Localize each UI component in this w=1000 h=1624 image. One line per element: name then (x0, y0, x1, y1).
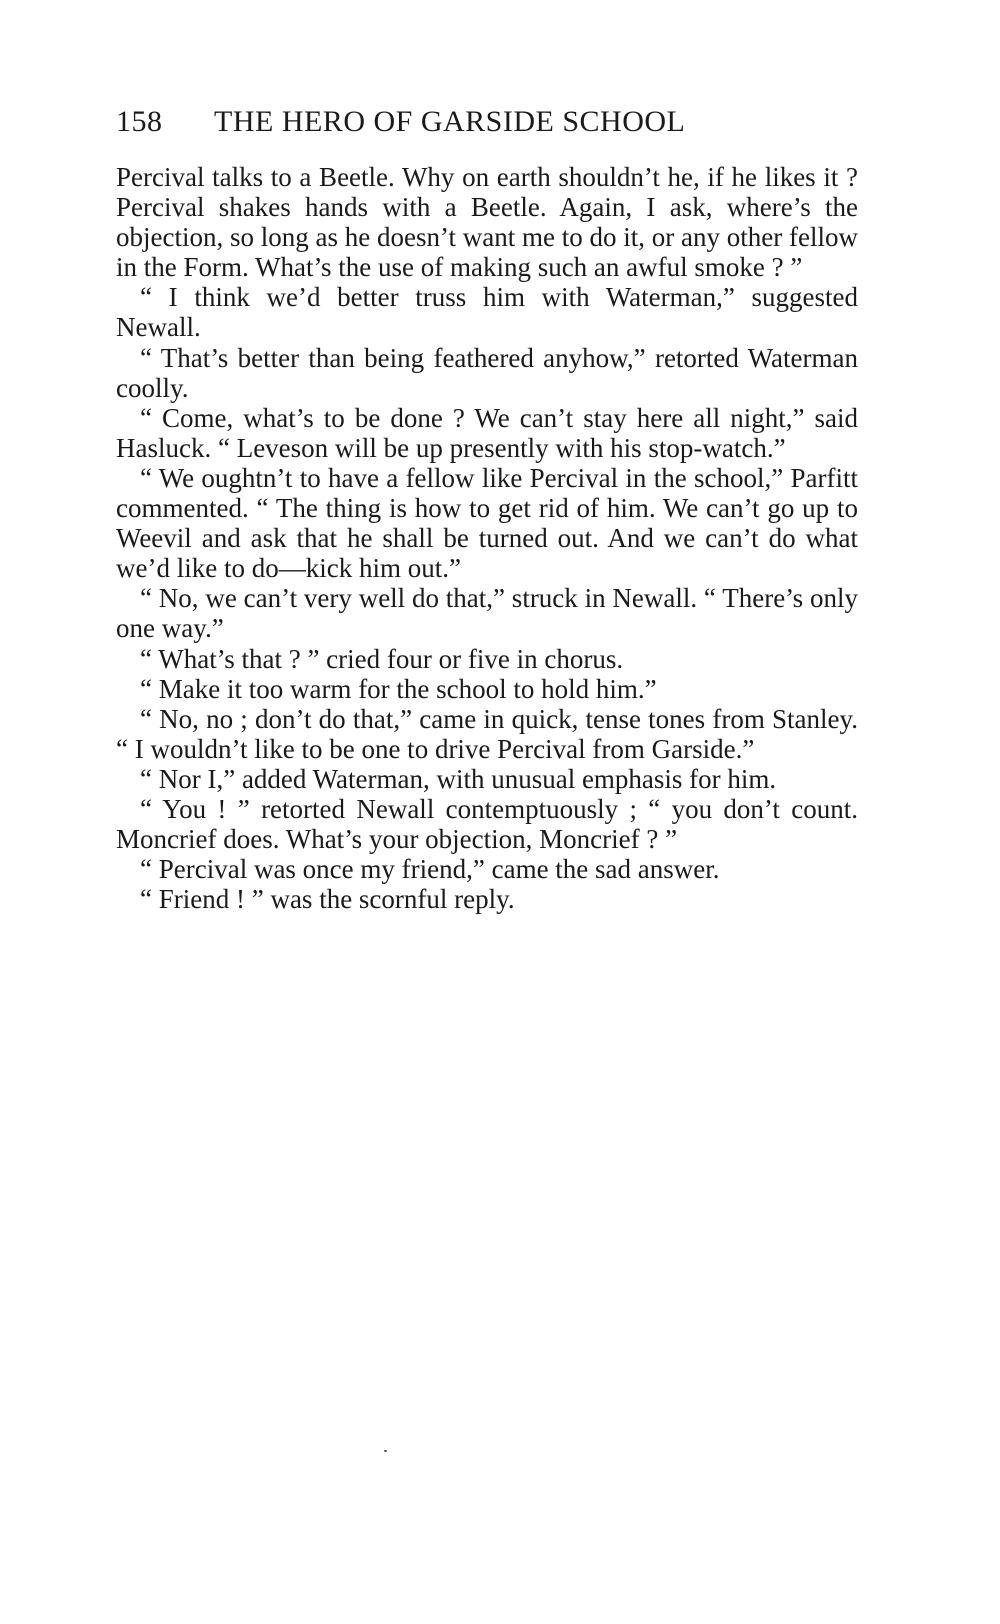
running-head (116, 104, 876, 140)
paragraph-4: “ Come, what’s to be done ? We can’t stay here all night,” said Hasluck. “ Leveson will be up presently with his stop-watch.” (116, 402, 858, 463)
paragraph-1: Percival talks to a Beetle. Why on earth shouldn’t he, if he likes it ? Percival shakes hands with a Beetle. Again, I ask, where’s the objection, so long as he doesn’t want me to do it, or any other fellow in the Form. What’s the use of making such an awful smoke ? ” (116, 162, 858, 283)
paragraph-3: “ That’s better than being feathered anyhow,” retorted Waterman coolly. (116, 342, 858, 403)
print-speck (384, 1450, 387, 1452)
paragraph-12: “ Percival was once my friend,” came the sad answer. (140, 854, 720, 885)
paragraph-10: “ Nor I,” added Waterman, with unusual emphasis for him. (140, 763, 777, 794)
page-number: 158 (116, 105, 163, 138)
paragraph-5: “ We oughtn’t to have a fellow like Percival in the school,” Parfitt commented. “ The thing is how to get rid of him. We can’t go up to Weevil and ask that he shall be turned out. And we can’t do what we’d like to do—kick him out.” (116, 462, 858, 584)
paragraph-11: “ You ! ” retorted Newall contemptuously ; “ you don’t count. Moncrief does. What’s your objection, Moncrief ? ” (116, 793, 858, 855)
running-title: THE HERO OF GARSIDE SCHOOL (214, 105, 686, 138)
body-text (116, 162, 858, 914)
paragraph-8: “ Make it too warm for the school to hold him.” (140, 673, 657, 704)
paragraph-9: “ No, no ; don’t do that,” came in quick, tense tones from Stanley. “ I wouldn’t like to be one to drive Percival from Garside.” (116, 703, 858, 764)
paragraph-13: “ Friend ! ” was the scornful reply. (140, 884, 515, 915)
paragraph-2: “ I think we’d better truss him with Waterman,” suggested Newall. (116, 282, 858, 343)
paragraph-6: “ No, we can’t very well do that,” struck in Newall. “ There’s only one way.” (116, 583, 858, 644)
paragraph-7: “ What’s that ? ” cried four or five in chorus. (140, 643, 624, 674)
